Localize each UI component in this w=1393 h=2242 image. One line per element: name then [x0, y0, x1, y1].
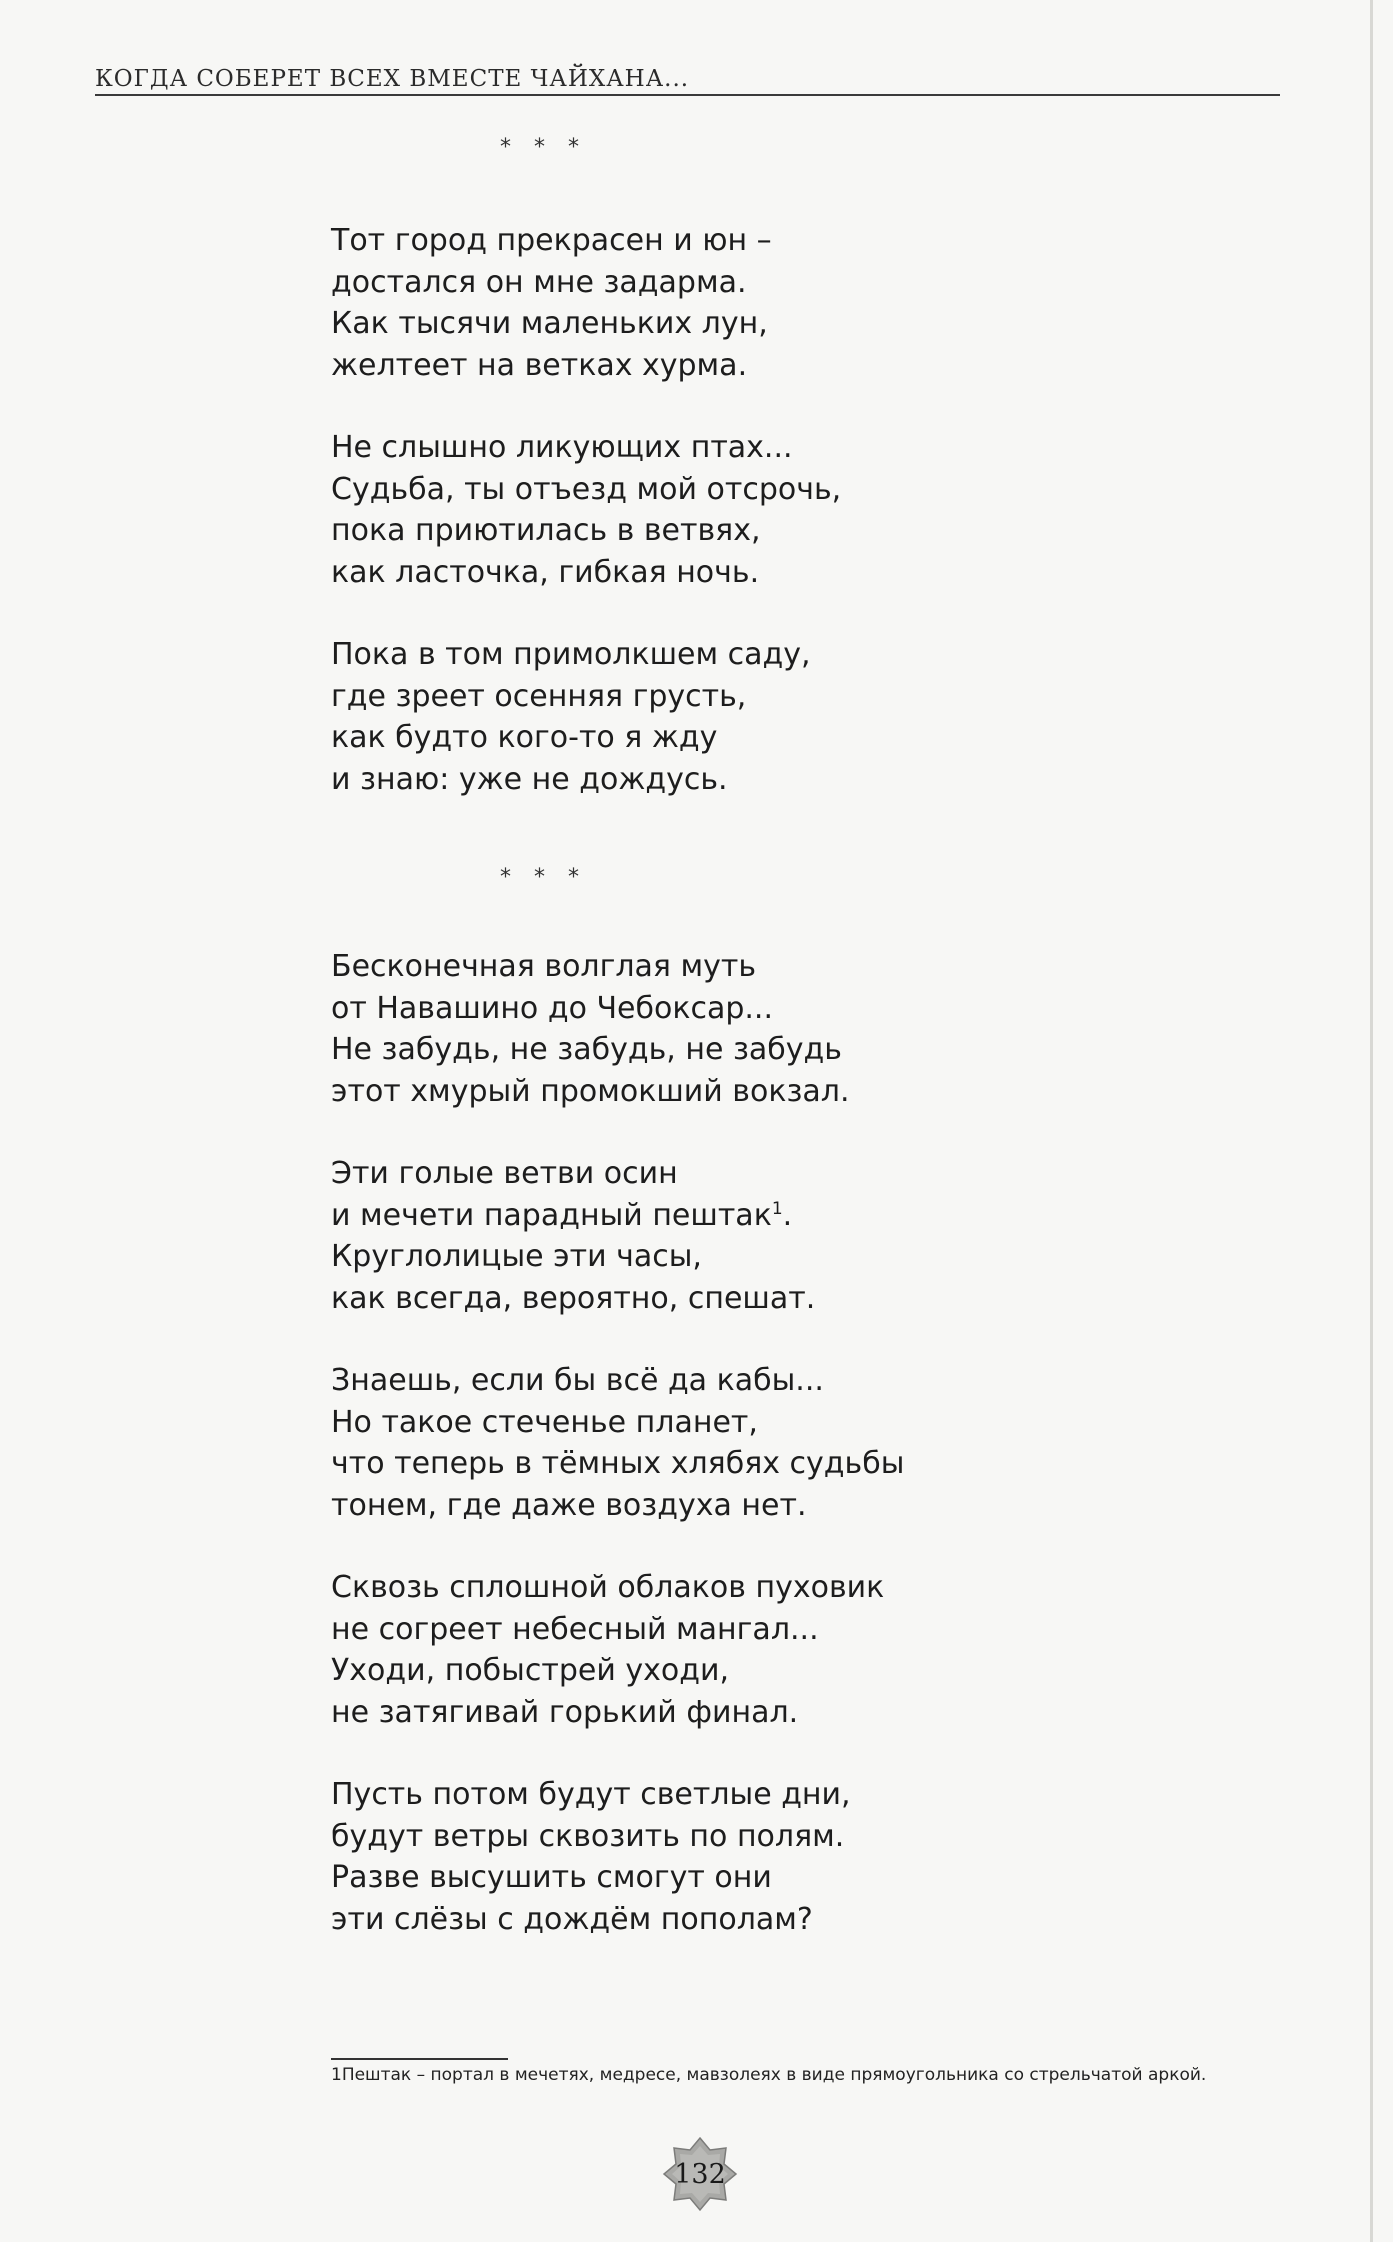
line: Тот город прекрасен и юн – [331, 223, 772, 258]
line: будут ветры сквозить по полям. [331, 1818, 845, 1854]
line: Сквозь сплошной облаков пуховик [331, 1570, 885, 1605]
line: где зреет осенняя грусть, [331, 678, 747, 714]
line: желтеет на ветках хурма. [331, 347, 748, 383]
line: этот хмурый промокший вокзал. [331, 1073, 850, 1109]
separator-2: * * * [500, 865, 587, 890]
line: Пусть потом будут светлые дни, [331, 1777, 851, 1812]
poem2-stanza-4 [331, 1567, 1091, 1733]
poem1-stanza-1 [331, 220, 1091, 386]
line: тонем, где даже воздуха нет. [331, 1487, 807, 1523]
line: эти слёзы с дождём пополам? [331, 1901, 813, 1937]
page-edge [1370, 0, 1373, 2242]
line: как будто кого-то я жду [331, 720, 718, 755]
page-number: 132 [674, 2158, 726, 2190]
line: Эти голые ветви осин [331, 1156, 678, 1191]
line: Не забудь, не забудь, не забудь [331, 1032, 842, 1067]
poem-2 [331, 946, 1091, 1940]
line: Не слышно ликующих птах... [331, 430, 793, 465]
line: Как тысячи маленьких лун, [331, 306, 768, 341]
line: достался он мне задарма. [331, 264, 747, 300]
line: Пока в том примолкшем саду, [331, 637, 811, 672]
separator-1: * * * [500, 135, 587, 160]
line: пока приютилась в ветвях, [331, 513, 761, 548]
line: и мечети парадный пештак [331, 1197, 772, 1233]
poem1-stanza-3 [331, 634, 1091, 800]
header-rule [95, 94, 1280, 96]
running-header: КОГДА СОБЕРЕТ ВСЕХ ВМЕСТЕ ЧАЙХАНА... [95, 66, 690, 92]
line: Уходи, побыстрей уходи, [331, 1653, 729, 1688]
poem1-stanza-2 [331, 427, 1091, 593]
line: Круглолицые эти часы, [331, 1239, 702, 1274]
line: Но такое стеченье планет, [331, 1404, 758, 1440]
poem-1 [331, 220, 1091, 800]
line: Бесконечная волглая муть [331, 949, 757, 984]
poem2-stanza-5 [331, 1774, 1091, 1940]
line: от Навашино до Чебоксар... [331, 990, 773, 1026]
poem2-stanza-2 [331, 1153, 1091, 1319]
line: не согреет небесный мангал... [331, 1611, 819, 1647]
line-with-footnote [331, 1198, 792, 1233]
line: Судьба, ты отъезд мой отсрочь, [331, 471, 842, 507]
footnote: 1Пештак – портал в мечетях, медресе, мавзолеях в виде прямоугольника со стрельчатой аркой. [331, 2065, 1207, 2085]
line: Знаешь, если бы всё да кабы... [331, 1363, 824, 1398]
line: как ласточка, гибкая ночь. [331, 554, 760, 590]
page-number-badge [662, 2136, 738, 2212]
poem2-stanza-3 [331, 1360, 1091, 1526]
line: не затягивай горький финал. [331, 1694, 799, 1730]
line: что теперь в тёмных хлябях судьбы [331, 1446, 905, 1481]
footnote-rule [331, 2058, 508, 2060]
line: и знаю: уже не дождусь. [331, 761, 728, 797]
line: как всегда, вероятно, спешат. [331, 1280, 816, 1316]
line-punct: . [782, 1197, 793, 1233]
poem2-stanza-1 [331, 946, 1091, 1112]
line: Разве высушить смогут они [331, 1860, 772, 1895]
footnote-mark: 1 [771, 1198, 783, 1219]
